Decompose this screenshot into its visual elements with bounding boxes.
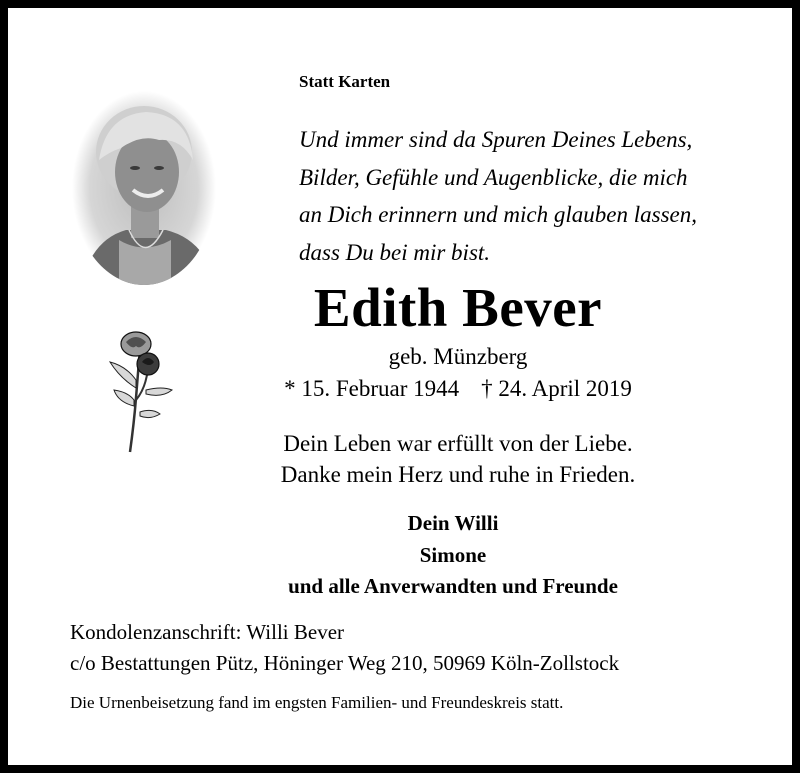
mourner: Dein Willi	[407, 511, 499, 535]
mourners-list	[8, 508, 800, 603]
poem-line: an Dich erinnern und mich glauben lassen,	[299, 202, 697, 227]
birth-name: geb. Münzberg	[388, 344, 528, 369]
statt-karten-label: Statt Karten	[299, 72, 391, 91]
condolence-line: c/o Bestattungen Pütz, Höninger Weg 210, 50969 Köln-Zollstock	[70, 651, 620, 675]
poem-line: dass Du bei mir bist.	[299, 239, 491, 265]
condolence-address	[70, 617, 619, 679]
poem-line: Bilder, Gefühle und Augenblicke, die mich	[299, 164, 688, 190]
portrait-photo	[71, 90, 217, 286]
life-dates	[8, 376, 800, 402]
death-date: † 24. April 2019	[481, 376, 632, 401]
deceased-name: Edith Bever	[313, 277, 603, 338]
verse-line: Danke mein Herz und ruhe in Frieden.	[280, 462, 636, 487]
verse-line: Dein Leben war erfüllt von der Liebe.	[283, 431, 633, 456]
memorial-poem	[299, 121, 697, 271]
condolence-line: Kondolenzanschrift: Willi Bever	[70, 620, 345, 644]
farewell-verse	[8, 428, 800, 490]
birth-date: * 15. Februar 1944	[284, 376, 460, 401]
mourner: und alle Anverwandten und Freunde	[288, 574, 618, 598]
poem-line: Und immer sind da Spuren Deines Lebens,	[299, 127, 693, 152]
burial-note: Die Urnenbeisetzung fand im engsten Familien- und Freundeskreis statt.	[70, 693, 564, 712]
mourner: Simone	[419, 542, 487, 567]
